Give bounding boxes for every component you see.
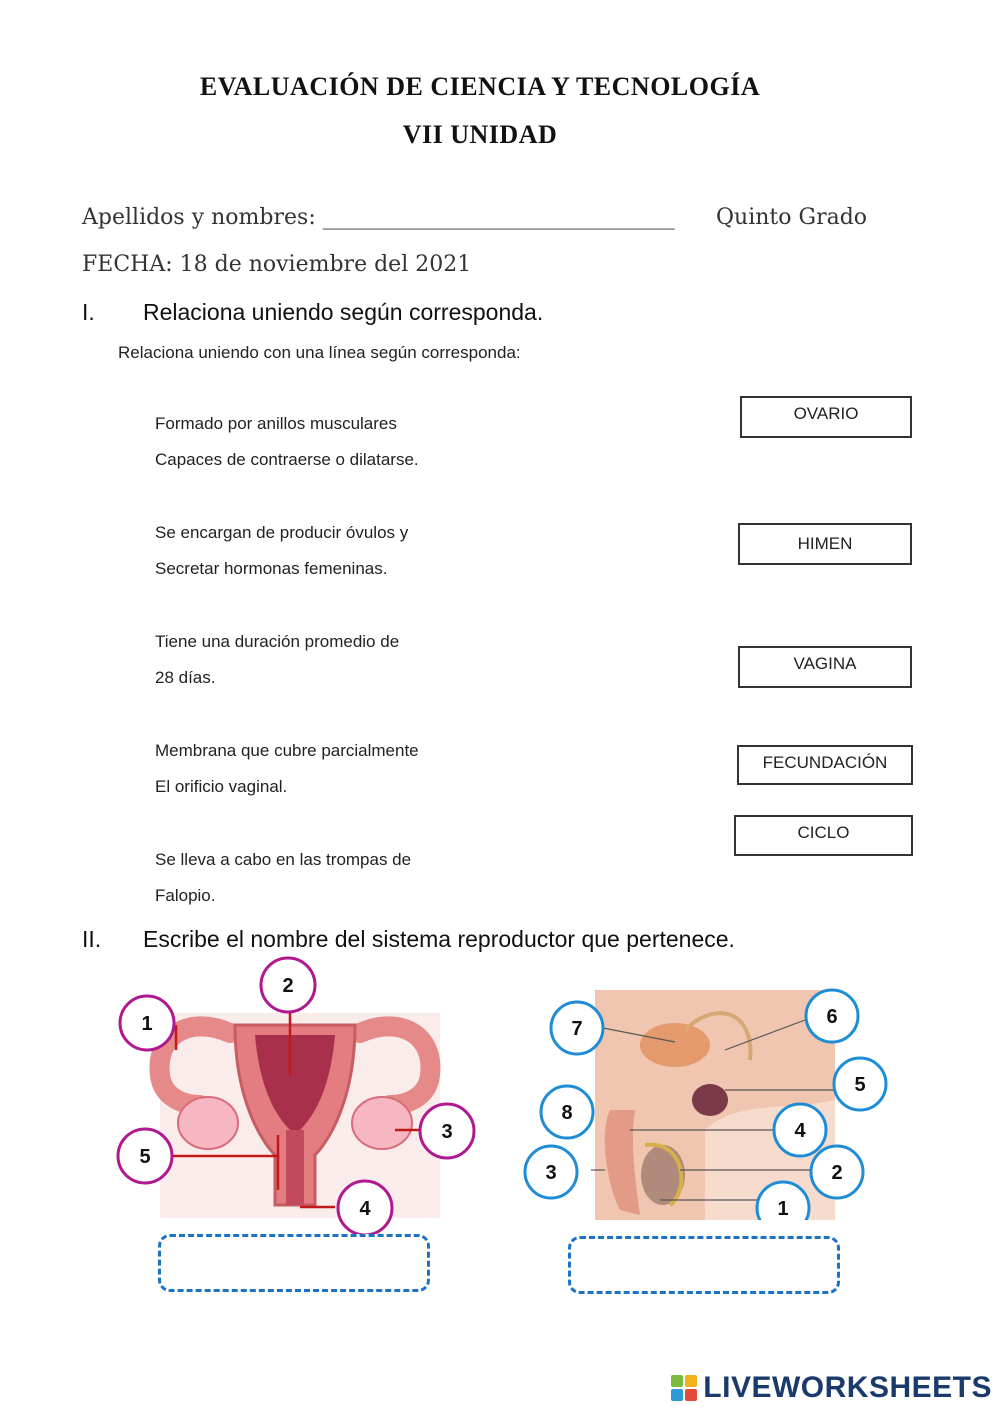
female-label-5: 5	[139, 1146, 151, 1168]
match-item-1-line1: Formado por anillos musculares	[155, 414, 397, 433]
page-title: EVALUACIÓN DE CIENCIA Y TECNOLOGÍA	[199, 72, 761, 101]
match-item-4	[155, 733, 419, 805]
male-label-6: 6	[826, 1006, 838, 1028]
uterus-illustration	[160, 1013, 440, 1218]
liveworksheets-logo	[671, 1371, 992, 1405]
match-item-2-line1: Se encargan de producir óvulos y	[155, 523, 409, 542]
male-label-3: 3	[545, 1162, 557, 1184]
liveworksheets-logo-icon	[671, 1375, 697, 1401]
option-box-himen[interactable]: HIMEN	[738, 523, 912, 565]
section-1-title: Relaciona uniendo según corresponda.	[143, 299, 544, 325]
section-1-instruction: Relaciona uniendo con una línea según corresponda:	[118, 343, 521, 362]
option-box-ciclo[interactable]: CICLO	[734, 815, 913, 856]
section-1-number: I.	[82, 299, 95, 325]
male-label-4: 4	[794, 1120, 806, 1142]
match-item-5-line2: Falopio.	[155, 886, 216, 905]
male-label-7: 7	[571, 1018, 583, 1040]
match-item-3	[155, 624, 399, 696]
section-2-title: Escribe el nombre del sistema reproductor que pertenece.	[143, 926, 735, 952]
match-item-4-line2: El orificio vaginal.	[155, 777, 288, 796]
option-box-fecundacion[interactable]: FECUNDACIÓN	[737, 745, 913, 785]
name-field-label: Apellidos y nombres: ________________________________	[82, 205, 675, 230]
female-label-4: 4	[359, 1198, 371, 1220]
male-reproductive-diagram	[515, 980, 895, 1220]
match-item-4-line1: Membrana que cubre parcialmente	[155, 741, 419, 760]
female-label-1: 1	[141, 1013, 153, 1035]
match-item-5-line1: Se lleva a cabo en las trompas de	[155, 850, 412, 869]
male-label-5: 5	[854, 1074, 866, 1096]
female-label-3: 3	[441, 1121, 453, 1143]
male-label-1: 1	[777, 1198, 789, 1220]
section-2-number: II.	[82, 926, 102, 952]
male-label-8: 8	[561, 1102, 573, 1124]
match-item-5	[155, 842, 411, 914]
male-label-2: 2	[831, 1162, 843, 1184]
match-item-2	[155, 515, 408, 587]
female-system-answer-box[interactable]	[158, 1234, 430, 1292]
grade-label: Quinto Grado	[716, 205, 868, 230]
match-item-1	[155, 406, 419, 478]
option-box-ovario[interactable]: OVARIO	[740, 396, 912, 438]
date-label: FECHA: 18 de noviembre del 2021	[82, 252, 472, 277]
match-item-2-line2: Secretar hormonas femeninas.	[155, 559, 388, 578]
option-box-vagina[interactable]: VAGINA	[738, 646, 912, 688]
page-subtitle: VII UNIDAD	[402, 120, 558, 149]
match-item-1-line2: Capaces de contraerse o dilatarse.	[155, 450, 419, 469]
female-reproductive-diagram	[100, 955, 490, 1235]
match-item-3-line1: Tiene una duración promedio de	[155, 632, 400, 651]
match-item-3-line2: 28 días.	[155, 668, 216, 687]
male-system-answer-box[interactable]	[568, 1236, 840, 1294]
female-label-2: 2	[282, 975, 294, 997]
liveworksheets-brand-text: LIVEWORKSHEETS	[703, 1371, 992, 1404]
